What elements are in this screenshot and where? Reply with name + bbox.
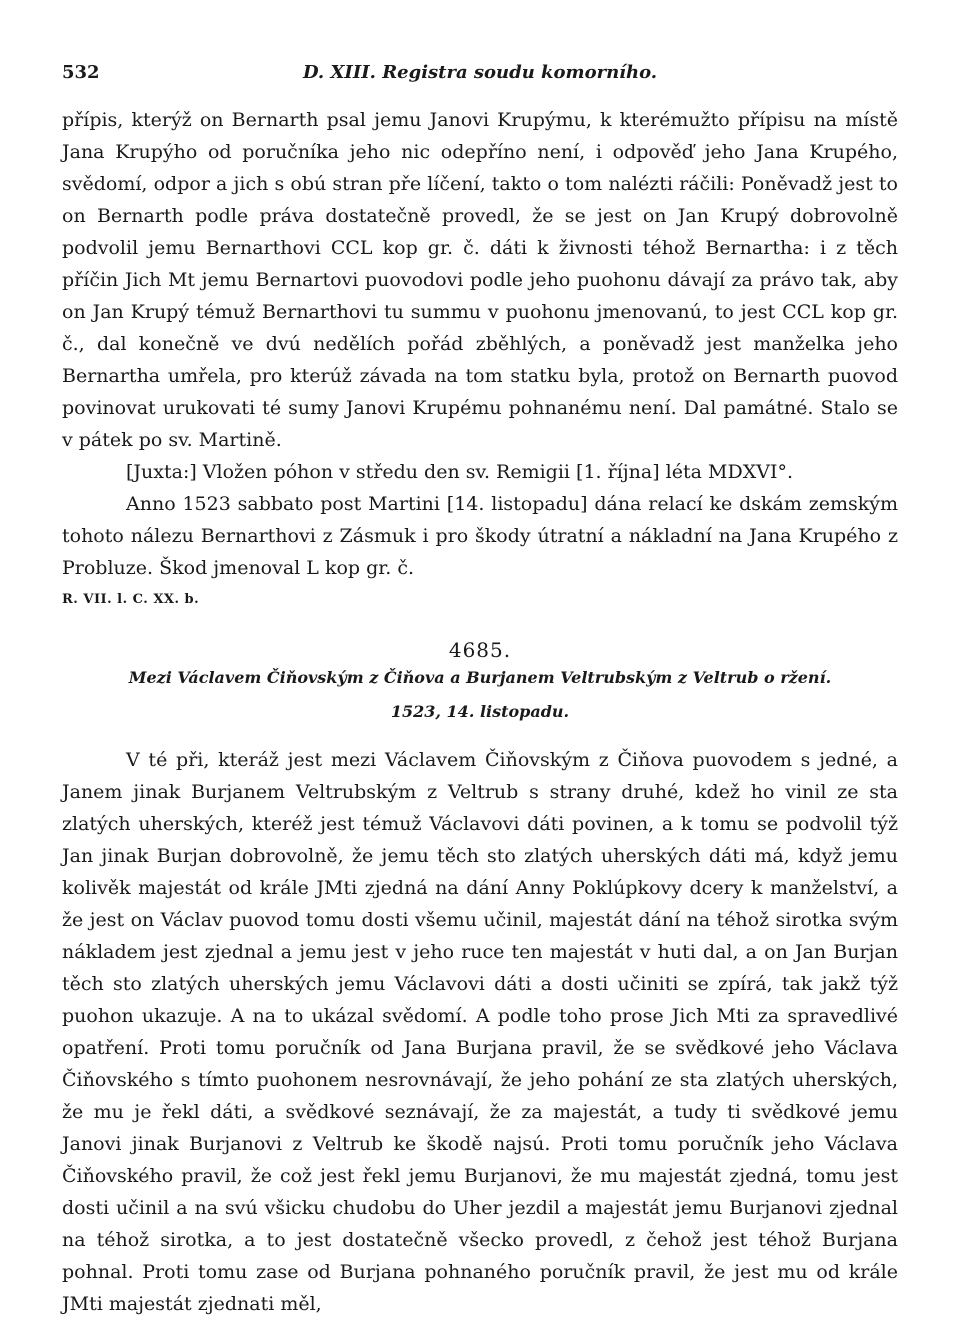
document-number: 4685. [448, 638, 512, 662]
running-head: D. XIII. Registra soudu komorního. [302, 62, 658, 83]
page-header [62, 62, 898, 92]
paragraph-juxta: [Juxta:] Vložen póhon v středu den sv. Remigii [1. října] léta MDXVI°. [126, 461, 793, 483]
document-body: V té při, kteráž jest mezi Václavem Čiňovským z Čiňova puovodem s jedné, a Janem jinak Burjanem Veltrubským z Veltrub s strany druhé, kdež ho vinil ze sta zlatých uherských, kteréž jest témuž Václavovi dáti povinen, a k tomu se podvolil týž Jan jinak Burjan dobrovolně, že jemu těch sto zlatých uherských dáti má, když jemu kolivěk majestát od krále JMti zjedná na dání Anny Poklúpkovy dcery k manželství, a že jest on Václav puovod tomu dosti všemu učinil, majestát dání na téhož sirotka svým nákladem jest zjednal a jemu jest v jeho ruce ten majestát v huti dal, a on Jan Burjan těch sto zlatých uherských jemu Václavovi dáti a dosti učiniti se zpírá, tak jakž týž puohon ukazuje. A na to ukázal svědomí. A podle toho prose Jich Mti za spravedlivé opatření. Proti tomu poručník od Jana Burjana pravil, že se svědkové jeho Václava Čiňovského s tímto puohonem nesrovnávají, že jeho pohání ze sta zlatých uherských, že mu je řekl dáti, a svědkové seznávají, že za majestát, a tudy ti svědkové jemu Janovi jinak Burjanovi z Veltrub ke škodě najsú. Proti tomu poručník jeho Václava Čiňovského pravil, že což jest řekl jemu Burjanovi, že mu majestát zjedná, tomu jest dosti učinil a na svú všicku chudobu do Uher jezdil a majestát jemu Burjanovi zjednal na téhož sirotka, a to jest dostatečně všecko provedl, z čehož jest téhož Burjana pohnal. Proti tomu zase od Burjana pohnaného poručník pravil, že jest mu od krále JMti majestát zjednati měl, [62, 749, 898, 1315]
page-number: 532 [62, 62, 100, 83]
paragraph-continued: přípis, kterýž on Bernarth psal jemu Janovi Krupýmu, k kterémužto přípisu na místě Jana Krupýho od poručníka jeho nic odepříno není, i odpověď jeho Jana Krupého, svědomí, odpor a jich s obú stran pře líčení, takto o tom nalézti ráčili: Poněvadž jest to on Bernarth podle práva dostatečně provedl, že se jest on Jan Krupý dobrovolně podvolil jemu Bernarthovi CCL kop gr. č. dáti k živnosti téhož Bernartha: i z těch příčin Jich Mt jemu Bernartovi puovodovi podle jeho puohonu dávají za právo tak, aby on Jan Krupý témuž Bernarthovi tu summu v puohonu jmenovanú, to jest CCL kop gr. č., dal konečně ve dvú nedělích pořád zběhlých, a poněvadž jest manželka jeho Bernartha umřela, pro kterúž závada na tom statku byla, protož on Bernarth puovod povinovat urukovati té sumy Janovi Krupému pohnanému není. Dal památné. Stalo se v pátek po sv. Martině. [62, 109, 898, 451]
document-regest: Mezi Václavem Čiňovským z Čiňova a Burjanem Veltrubským z Veltrub o ržení. [128, 668, 832, 687]
source-reference: R. VII. l. C. XX. b. [62, 592, 200, 607]
paragraph-relation: Anno 1523 sabbato post Martini [14. listopadu] dána relací ke dskám zemským tohoto nálezu Bernarthovi z Zásmuk i pro škody útratní a nákladní na Jana Krupého z Probluze. Škod jmenoval L kop gr. č. [62, 493, 898, 579]
document-date: 1523, 14. listopadu. [390, 702, 570, 721]
